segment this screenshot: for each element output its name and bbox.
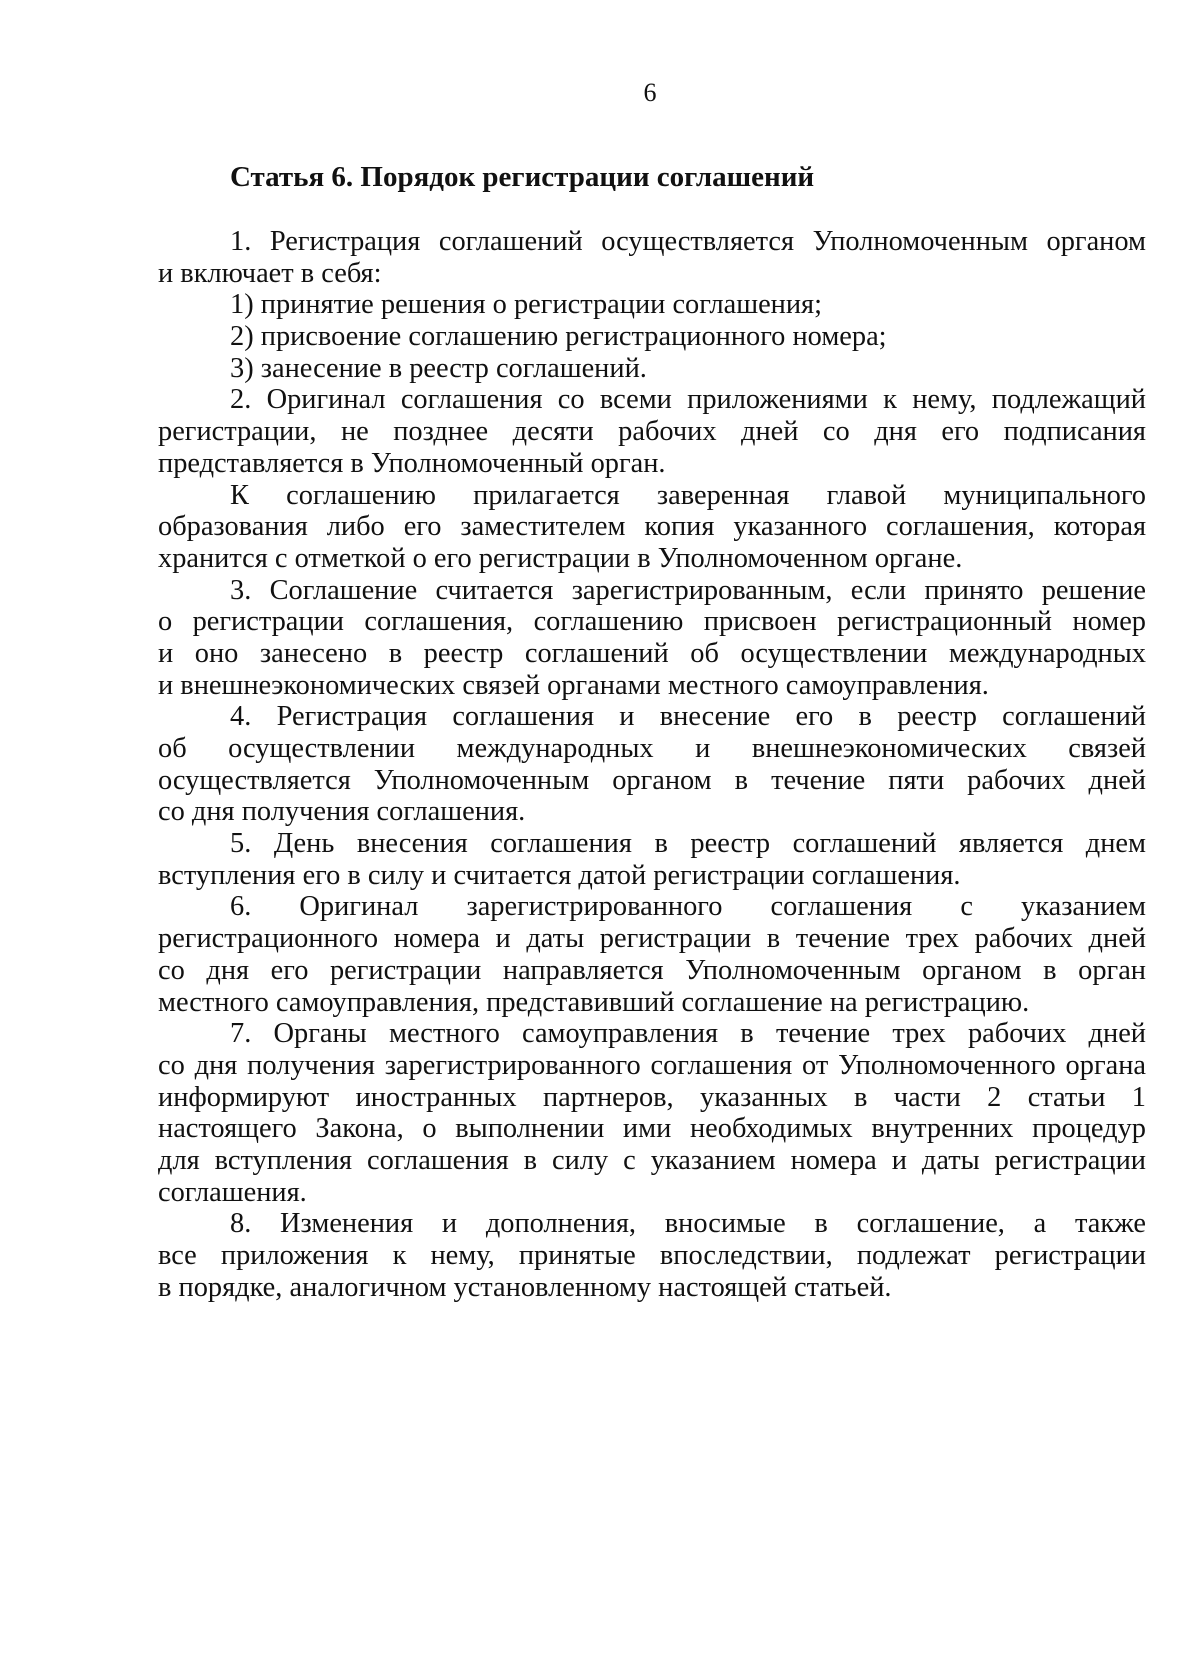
text-line: 4. Регистрация соглашения и внесение его в реестр соглашений bbox=[230, 701, 1146, 733]
text-line: для вступления соглашения в силу с указанием номера и даты регистрации bbox=[158, 1144, 1146, 1176]
article-heading: Статья 6. Порядок регистрации соглашений bbox=[230, 161, 815, 193]
text-line: 3) занесение в реестр соглашений. bbox=[230, 352, 647, 384]
text-line: регистрации, не позднее десяти рабочих дней со дня его подписания bbox=[158, 416, 1146, 448]
text-line: в порядке, аналогичном установленному настоящей статьей. bbox=[158, 1271, 892, 1303]
text-line: 2. Оригинал соглашения со всеми приложениями к нему, подлежащий bbox=[230, 384, 1146, 416]
text-line: 1) принятие решения о регистрации соглашения; bbox=[230, 289, 823, 321]
text-line: все приложения к нему, принятые впоследствии, подлежат регистрации bbox=[158, 1240, 1146, 1271]
text-line: 3. Соглашение считается зарегистрированным, если принято решение bbox=[230, 574, 1146, 606]
text-line: образования либо его заместителем копия указанного соглашения, которая bbox=[158, 511, 1146, 543]
article-body bbox=[158, 226, 1146, 1303]
text-line: и включает в себя: bbox=[158, 257, 382, 289]
text-line: со дня получения соглашения. bbox=[158, 796, 526, 828]
page-number: 6 bbox=[643, 78, 657, 107]
text-line: 2) присвоение соглашению регистрационного номера; bbox=[230, 321, 887, 353]
text-line: и внешнеэкономических связей органами местного самоуправления. bbox=[158, 669, 989, 701]
text-line: местного самоуправления, представивший соглашение на регистрацию. bbox=[158, 986, 1030, 1018]
text-line: вступления его в силу и считается датой регистрации соглашения. bbox=[158, 859, 961, 891]
text-line: 7. Органы местного самоуправления в течение трех рабочих дней bbox=[230, 1018, 1146, 1050]
text-line: со дня получения зарегистрированного соглашения от Уполномоченного органа bbox=[158, 1049, 1146, 1081]
text-line: К соглашению прилагается заверенная главой муниципального bbox=[230, 479, 1146, 511]
text-line: представляется в Уполномоченный орган. bbox=[158, 447, 666, 479]
text-line: со дня его регистрации направляется Уполномоченным органом в орган bbox=[158, 954, 1146, 986]
text-line: осуществляется Уполномоченным органом в течение пяти рабочих дней bbox=[158, 764, 1146, 796]
text-line: об осуществлении международных и внешнеэкономических связей bbox=[158, 733, 1146, 764]
text-line: 5. День внесения соглашения в реестр соглашений является днем bbox=[230, 828, 1146, 860]
text-line: хранится с отметкой о его регистрации в Уполномоченном органе. bbox=[158, 542, 963, 574]
text-line: соглашения. bbox=[158, 1176, 307, 1208]
text-line: информируют иностранных партнеров, указанных в части 2 статьи 1 bbox=[158, 1081, 1146, 1113]
text-line: 6. Оригинал зарегистрированного соглашения с указанием bbox=[230, 891, 1146, 923]
text-line: 1. Регистрация соглашений осуществляется Уполномоченным органом bbox=[230, 226, 1146, 257]
text-line: и оно занесено в реестр соглашений об осуществлении международных bbox=[158, 637, 1146, 669]
text-line: регистрационного номера и даты регистрации в течение трех рабочих дней bbox=[158, 923, 1146, 955]
text-line: 8. Изменения и дополнения, вносимые в соглашение, а также bbox=[230, 1208, 1146, 1240]
text-line: настоящего Закона, о выполнении ими необходимых внутренних процедур bbox=[158, 1113, 1146, 1145]
text-line: о регистрации соглашения, соглашению присвоен регистрационный номер bbox=[158, 606, 1146, 638]
